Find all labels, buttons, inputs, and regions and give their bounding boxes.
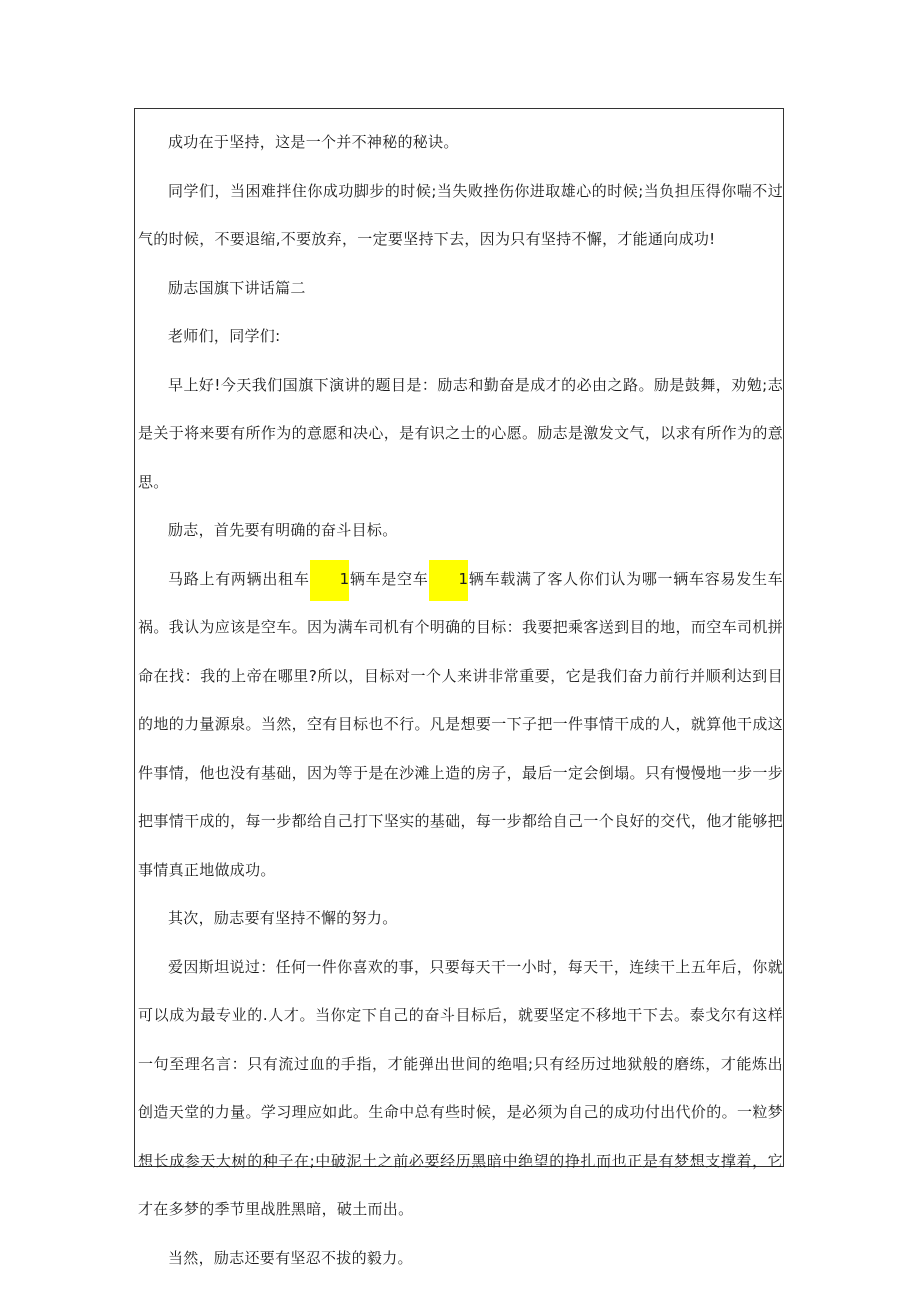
paragraph: 当然，励志还要有坚忍不拔的毅力。	[168, 1248, 413, 1267]
paragraph: 早上好!今天我们国旗下演讲的题目是：励志和勤奋是成才的必由之路。励是鼓舞，劝勉;志是关于将来要有所作为的意愿和决心，是有识之士的心愿。励志是激发文气，以求有所作为的意思。	[138, 375, 783, 491]
paragraph: 爱因斯坦说过：任何一件你喜欢的事，只要每天干一小时，每天干，连续干上五年后，你就可以成为最专业的.人才。当你定下自己的奋斗目标后，就要坚定不移地干下去。泰戈尔有这样一句至理名言：只有流过血的手指，才能弹出世间的绝唱;只有经历过地狱般的磨练，才能炼出创造天堂的力量。学习理应如此。生命中总有些时候，是必须为自己的成功付出代价的。一粒梦想长成参天大树的种子在;中破泥土之前必要经历黑暗中绝望的挣扎而也正是有梦想支撑着，它才在多梦的季节里战胜黑暗，破土而出。	[138, 957, 783, 1218]
document-body	[138, 118, 783, 1282]
paragraph: 其次，励志要有坚持不懈的努力。	[168, 909, 398, 927]
highlighted-number: 1	[310, 560, 350, 601]
salutation: 老师们，同学们:	[168, 327, 281, 345]
highlighted-number: 1	[429, 560, 469, 601]
text-run: 辆车是空车	[349, 569, 429, 588]
text-run: 辆车载满了客人你们认为哪一辆车容易发生车祸。我认为应该是空车。因为满车司机有个明确的目标：我要把乘客送到目的地，而空车司机拼命在找：我的上帝在哪里?所以，目标对一个人来讲非常重要，它是我们奋力前行并顺利达到目的地的力量源泉。当然，空有目标也不行。凡是想要一下子把一件事情干成的人，就算他干成这件事情，他也没有基础，因为等于是在沙滩上造的房子，最后一定会倒塌。只有慢慢地一步一步把事情干成的，每一步都给自己打下坚实的基础，每一步都给自己一个良好的交代，他才能够把事情真正地做成功。	[138, 569, 783, 879]
paragraph-with-highlights	[138, 555, 783, 895]
paragraph: 同学们，当困难拌住你成功脚步的时候;当失败挫伤你进取雄心的时候;当负担压得你喘不过气的时候，不要退缩,不要放弃，一定要坚持下去，因为只有坚持不懈，才能通向成功!	[138, 181, 783, 248]
section-heading: 励志国旗下讲话篇二	[168, 278, 306, 297]
text-run: 马路上有两辆出租车	[168, 569, 310, 588]
paragraph: 成功在于坚持，这是一个并不神秘的秘诀。	[168, 133, 459, 151]
paragraph: 励志，首先要有明确的奋斗目标。	[168, 521, 398, 539]
